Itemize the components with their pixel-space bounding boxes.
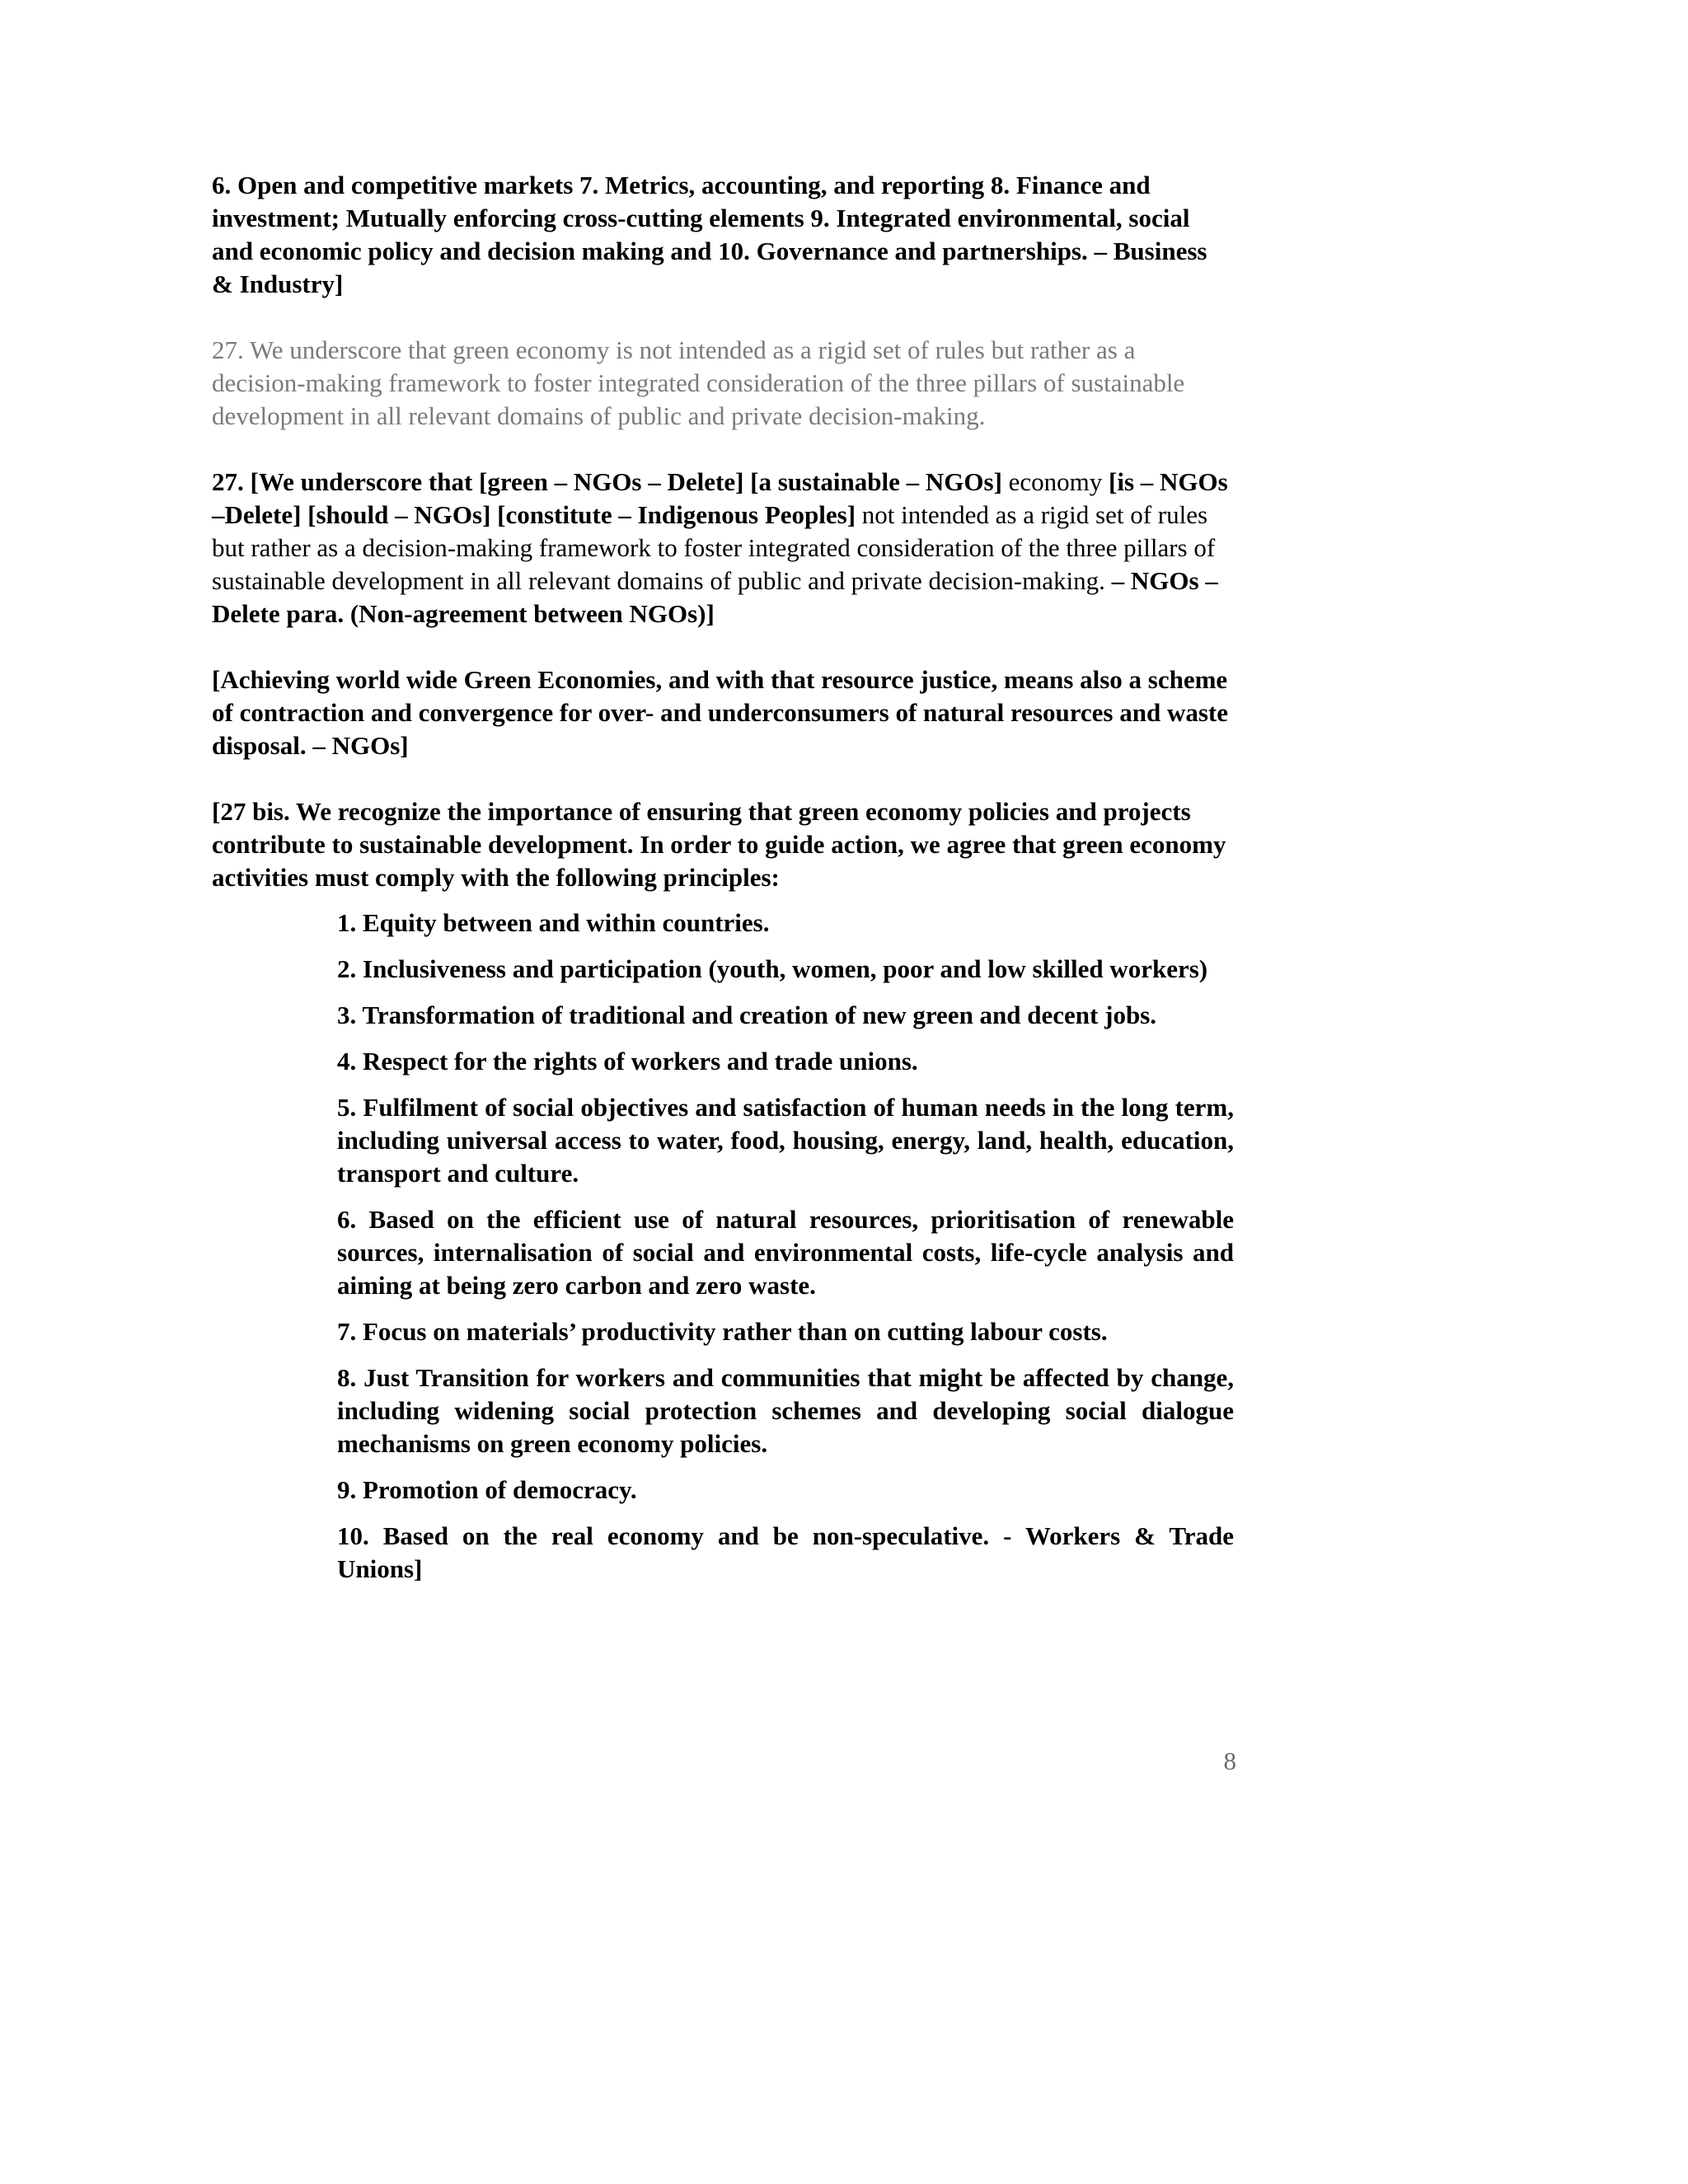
- principle-item: 1. Equity between and within countries.: [337, 908, 770, 937]
- achieving-paragraph: [Achieving world wide Green Economies, and with that resource justice, means also a scheme of contraction and convergence for over- and underconsumers of natural resources and waste disposal. – NGOs]: [212, 665, 1229, 760]
- principle-item: 7. Focus on materials’ productivity rather than on cutting labour costs.: [337, 1317, 1108, 1346]
- paragraph-27-bis: [27 bis. We recognize the importance of ensuring that green economy policies and projects contribute to sustainable development. In order to guide action, we agree that green economy activities must comply with the following principles:: [212, 797, 1226, 892]
- amended-paragraph-27: [212, 466, 1234, 630]
- principles-list: [337, 907, 1234, 1586]
- intro-paragraph: 6. Open and competitive markets 7. Metrics, accounting, and reporting 8. Finance and investment; Mutually enforcing cross-cutting elements 9. Integrated environmental, social and economic policy and decision making and 10. Governance and partnerships. – Business & Industry]: [212, 171, 1207, 298]
- amendment-text: [is – NGOs –Delete] [should – NGOs] [constitute – Indigenous Peoples]: [212, 467, 1228, 529]
- principle-item: 6. Based on the efficient use of natural resources, prioritisation of renewable sources, internalisation of social and environmental costs, life-cycle analysis and aiming at being zero carbon and zero waste.: [337, 1205, 1234, 1300]
- principle-item: 2. Inclusiveness and participation (youth, women, poor and low skilled workers): [337, 954, 1208, 983]
- paragraph-text: not intended as a rigid set of rules but rather as a decision-making framework to foster integrated consideration of the three pillars of sustainable development in all relevant domains of public and private decision-making.: [212, 500, 1216, 595]
- principle-item: 3. Transformation of traditional and creation of new green and decent jobs.: [337, 1001, 1156, 1029]
- paragraph-text: economy: [1001, 467, 1109, 496]
- amendment-text: – NGOs – Delete para. (Non-agreement between NGOs)]: [212, 566, 1218, 628]
- principle-item: 10. Based on the real economy and be non-speculative. - Workers & Trade Unions]: [337, 1521, 1234, 1583]
- principle-item: 9. Promotion of democracy.: [337, 1475, 637, 1504]
- amendment-text: 27. [We underscore that [green – NGOs – Delete] [a sustainable – NGOs]: [212, 467, 1002, 496]
- page-number: 8: [1223, 1746, 1236, 1775]
- principle-item: 8. Just Transition for workers and communities that might be affected by change, including widening social protection schemes and developing social dialogue mechanisms on green economy policies.: [337, 1363, 1234, 1458]
- principle-item: 4. Respect for the rights of workers and trade unions.: [337, 1047, 918, 1076]
- principle-item: 5. Fulfilment of social objectives and satisfaction of human needs in the long term, including universal access to water, food, housing, energy, land, health, education, transport and culture.: [337, 1093, 1234, 1188]
- document-page: [212, 169, 1234, 1599]
- original-paragraph-27: 27. We underscore that green economy is not intended as a rigid set of rules but rather as a decision-making framework to foster integrated consideration of the three pillars of sustainable development in all relevant domains of public and private decision-making.: [212, 335, 1185, 430]
